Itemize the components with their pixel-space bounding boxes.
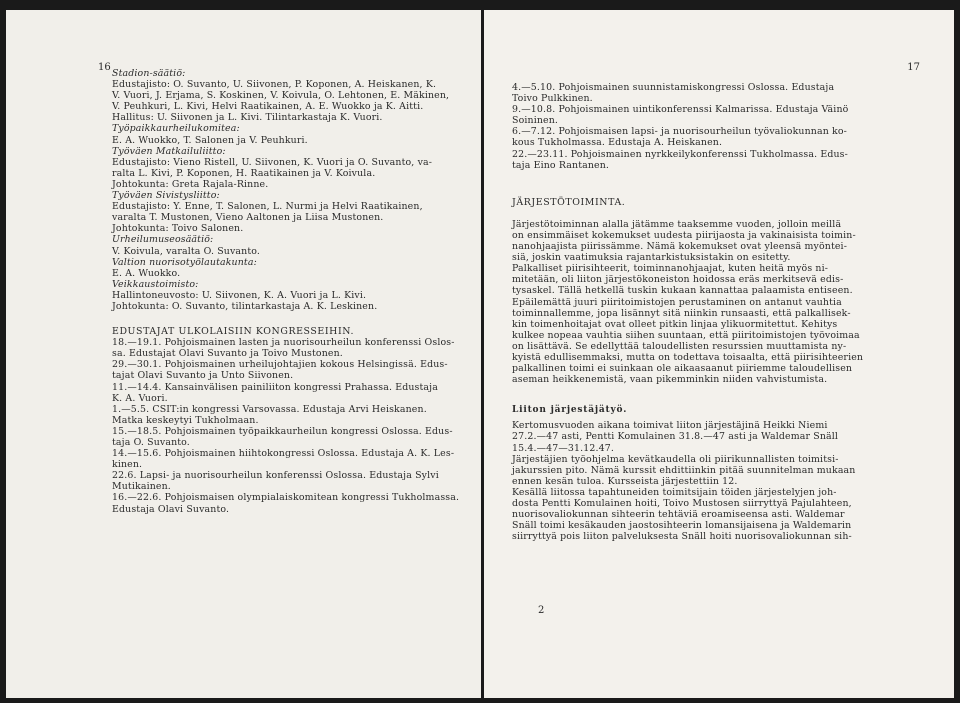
section-title-organization: JÄRJESTÖTOIMINTA. bbox=[512, 196, 626, 208]
organizer-work-text bbox=[512, 420, 924, 542]
text-line: 9.—10.8. Pohjoismainen uintikonferenssi Kalmarissa. Edustaja Väinö bbox=[512, 104, 849, 116]
text-line: 18.—19.1. Pohjoismainen lasten ja nuorisourheilun konferenssi Oslos- bbox=[112, 337, 455, 349]
text-line: V. Koivula, varalta O. Suvanto. bbox=[112, 245, 261, 257]
text-line: mitetään, oli liiton järjestökoneiston hoidossa eräs merkitsevä edis- bbox=[512, 274, 844, 286]
text-line: kyistä edullisemmaksi, mutta on todettava toisaalta, että piirisihteerien bbox=[512, 351, 864, 363]
text-line: 6.—7.12. Pohjoismaisen lapsi- ja nuorisourheilun työvaliokunnan ko- bbox=[512, 126, 847, 138]
text-line: Epäilemättä juuri piiritoimistojen perustaminen on antanut vauhtia bbox=[512, 296, 842, 308]
text-line: siirryttyä pois liiton palveluksesta Snäll hoiti nuorisovaliokunnan sih- bbox=[512, 531, 852, 543]
text-line: 15.4.—47—31.12.47. bbox=[512, 442, 614, 454]
text-line: V. Peuhkuri, L. Kivi, Helvi Raatikainen, A. E. Wuokko ja K. Aitti. bbox=[112, 101, 424, 113]
text-line: Hallitus: U. Siivonen ja L. Kivi. Tilintarkastaja K. Vuori. bbox=[112, 112, 383, 124]
footnote-number: 2 bbox=[538, 605, 545, 616]
text-line: varalta T. Mustonen, Vieno Aaltonen ja Liisa Mustonen. bbox=[112, 212, 384, 224]
text-line: Työpaikkaurheilukomitea: bbox=[112, 123, 240, 135]
text-line: Valtion nuorisotyölautakunta: bbox=[112, 256, 257, 268]
text-line: kinen. bbox=[112, 459, 143, 471]
text-line: K. A. Vuori. bbox=[112, 392, 168, 404]
text-line: aseman heikkenemistä, vaan pikemminkin niiden vahvistumista. bbox=[512, 374, 828, 386]
text-line: E. A. Wuokko, T. Salonen ja V. Peuhkuri. bbox=[112, 134, 308, 146]
text-line: Hallintoneuvosto: U. Siivonen, K. A. Vuori ja L. Kivi. bbox=[112, 289, 367, 301]
page-number-left: 16 bbox=[98, 62, 111, 73]
right-page bbox=[484, 10, 954, 698]
text-line: Järjestäjien työohjelma kevätkaudella oli piirikunnallisten toimitsi- bbox=[512, 453, 839, 465]
text-line: 4.—5.10. Pohjoismainen suunnistamiskongressi Oslossa. Edustaja bbox=[512, 82, 835, 93]
text-line: 14.—15.6. Pohjoismainen hiihtokongressi Oslossa. Edustaja A. K. Les- bbox=[112, 448, 455, 460]
text-line: Mutikainen. bbox=[112, 481, 171, 493]
text-line: kous Tukholmassa. Edustaja A. Heiskanen. bbox=[512, 137, 723, 149]
text-line: Kertomusvuoden aikana toimivat liiton järjestäjinä Heikki Niemi bbox=[512, 420, 828, 432]
text-line: Järjestötoiminnan alalla jätämme taaksemme vuoden, jolloin meillä bbox=[512, 218, 842, 230]
text-line: Edustajisto: Y. Enne, T. Salonen, L. Nurmi ja Helvi Raatikainen, bbox=[112, 201, 423, 213]
text-line: Edustaja Olavi Suvanto. bbox=[112, 503, 230, 515]
text-line: Veikkaustoimisto: bbox=[112, 278, 199, 290]
congress-list bbox=[112, 337, 469, 515]
text-line: Toivo Pulkkinen. bbox=[512, 93, 593, 105]
organization-text bbox=[512, 219, 924, 385]
text-line: Matka keskeytyi Tukholmaan. bbox=[112, 414, 259, 426]
text-line: on lisättävä. Se edellyttää taloudellisten resurssien muuttamista ny- bbox=[512, 340, 847, 352]
text-line: 1.—5.5. CSIT:in kongressi Varsovassa. Edustaja Arvi Heiskanen. bbox=[112, 403, 427, 415]
text-line: Johtokunta: Greta Rajala-Rinne. bbox=[112, 178, 269, 190]
text-line: Työväen Sivistysliitto: bbox=[112, 190, 220, 202]
text-line: 22.—23.11. Pohjoismainen nyrkkeilykonferenssi Tukholmassa. Edus- bbox=[512, 148, 848, 160]
text-line: nanohjaajista piirissämme. Nämä kokemukset ovat yleensä myöntei- bbox=[512, 241, 848, 253]
text-line: nuorisovaliokunnan sihteerin tehtäviä eroamiseensa asti. Waldemar bbox=[512, 509, 845, 521]
page-number-right: 17 bbox=[907, 62, 920, 73]
text-line: Johtokunta: O. Suvanto, tilintarkastaja A. K. Leskinen. bbox=[112, 300, 378, 312]
text-line: dosta Pentti Komulainen hoiti, Toivo Mustosen siirryttyä Pajulahteen, bbox=[512, 498, 852, 509]
text-line: 22.6. Lapsi- ja nuorisourheilun konferenssi Oslossa. Edustaja Sylvi bbox=[112, 470, 439, 482]
text-line: toiminnallemme, jopa lisännyt sitä niinkin runsaasti, että palkallisek- bbox=[512, 307, 851, 319]
text-line: 15.—18.5. Pohjoismainen työpaikkaurheilun kongressi Oslossa. Edus- bbox=[112, 425, 453, 437]
text-line: sa. Edustajat Olavi Suvanto ja Toivo Mustonen. bbox=[112, 348, 343, 360]
text-line: tysaskel. Tällä hetkellä tuskin kukaan kannattaa palaamista entiseen. bbox=[512, 285, 853, 297]
text-line: tajat Olavi Suvanto ja Unto Siivonen. bbox=[112, 370, 294, 382]
text-line: ralta L. Kivi, P. Koponen, H. Raatikainen ja V. Koivula. bbox=[112, 167, 376, 179]
organizations-list bbox=[112, 68, 469, 312]
text-line: on ensimmäiset kokemukset uudesta piirijaosta ja vakinaisista toimin- bbox=[512, 229, 856, 241]
congress-list-continued bbox=[512, 82, 924, 171]
subsection-title: Liiton järjestäjätyö. bbox=[512, 405, 628, 416]
text-line: 29.—30.1. Pohjoismainen urheilujohtajien kokous Helsingissä. Edus- bbox=[112, 359, 448, 371]
section-title-congresses: EDUSTAJAT ULKOLAISIIN KONGRESSEIHIN. bbox=[112, 326, 355, 338]
text-line: E. A. Wuokko. bbox=[112, 267, 181, 279]
text-line: Kesällä liitossa tapahtuneiden toimitsijain töiden järjestelyjen joh- bbox=[512, 486, 837, 498]
text-line: jakurssien pito. Nämä kurssit ehdittiinkin pitää suunnitelman mukaan bbox=[512, 464, 856, 476]
text-line: Soininen. bbox=[512, 115, 559, 127]
text-line: V. Vuori, J. Erjama, S. Koskinen, V. Koivula, O. Lehtonen, E. Mäkinen, bbox=[112, 90, 450, 102]
text-line: kulkee nopeaa vauhtia siihen suuntaan, että piiritoimistojen työvoimaa bbox=[512, 329, 860, 341]
text-line: 27.2.—47 asti, Pentti Komulainen 31.8.—47 asti ja Waldemar Snäll bbox=[512, 431, 839, 443]
text-line: Työväen Matkailuliitto: bbox=[112, 145, 226, 157]
text-line: siä, joskin vaatimuksia rajantarkistuksistakin on esitetty. bbox=[512, 252, 791, 264]
text-line: Stadion-säätiö: bbox=[112, 68, 186, 79]
text-line: Edustajisto: O. Suvanto, U. Siivonen, P. Koponen, A. Heiskanen, K. bbox=[112, 79, 437, 91]
text-line: Palkalliset piirisihteerit, toiminnanohjaajat, kuten heitä myös ni- bbox=[512, 263, 829, 275]
text-line: Edustajisto: Vieno Ristell, U. Siivonen, K. Vuori ja O. Suvanto, va- bbox=[112, 156, 433, 168]
text-line: Snäll toimi kesäkauden jaostosihteerin lomansijaisena ja Waldemarin bbox=[512, 520, 852, 532]
text-line: ennen kesän tuloa. Kursseista järjestettiin 12. bbox=[512, 475, 738, 487]
text-line: taja O. Suvanto. bbox=[112, 437, 190, 448]
text-line: palkallinen toimi ei suinkaan ole aikaasaanut piiriemme taloudellisen bbox=[512, 363, 853, 375]
text-line: kin toimenhoitajat ovat olleet pitkin linjaa ylikuormitettut. Kehitys bbox=[512, 318, 838, 330]
text-line: Urheilumuseosäätiö: bbox=[112, 234, 214, 246]
text-line: 16.—22.6. Pohjoismaisen olympialaiskomitean kongressi Tukholmassa. bbox=[112, 492, 460, 504]
left-page bbox=[6, 10, 481, 698]
text-line: taja Eino Rantanen. bbox=[512, 159, 610, 171]
text-line: Johtokunta: Toivo Salonen. bbox=[112, 223, 244, 235]
text-line: 11.—14.4. Kansainvälisen painiliiton kongressi Prahassa. Edustaja bbox=[112, 381, 438, 393]
